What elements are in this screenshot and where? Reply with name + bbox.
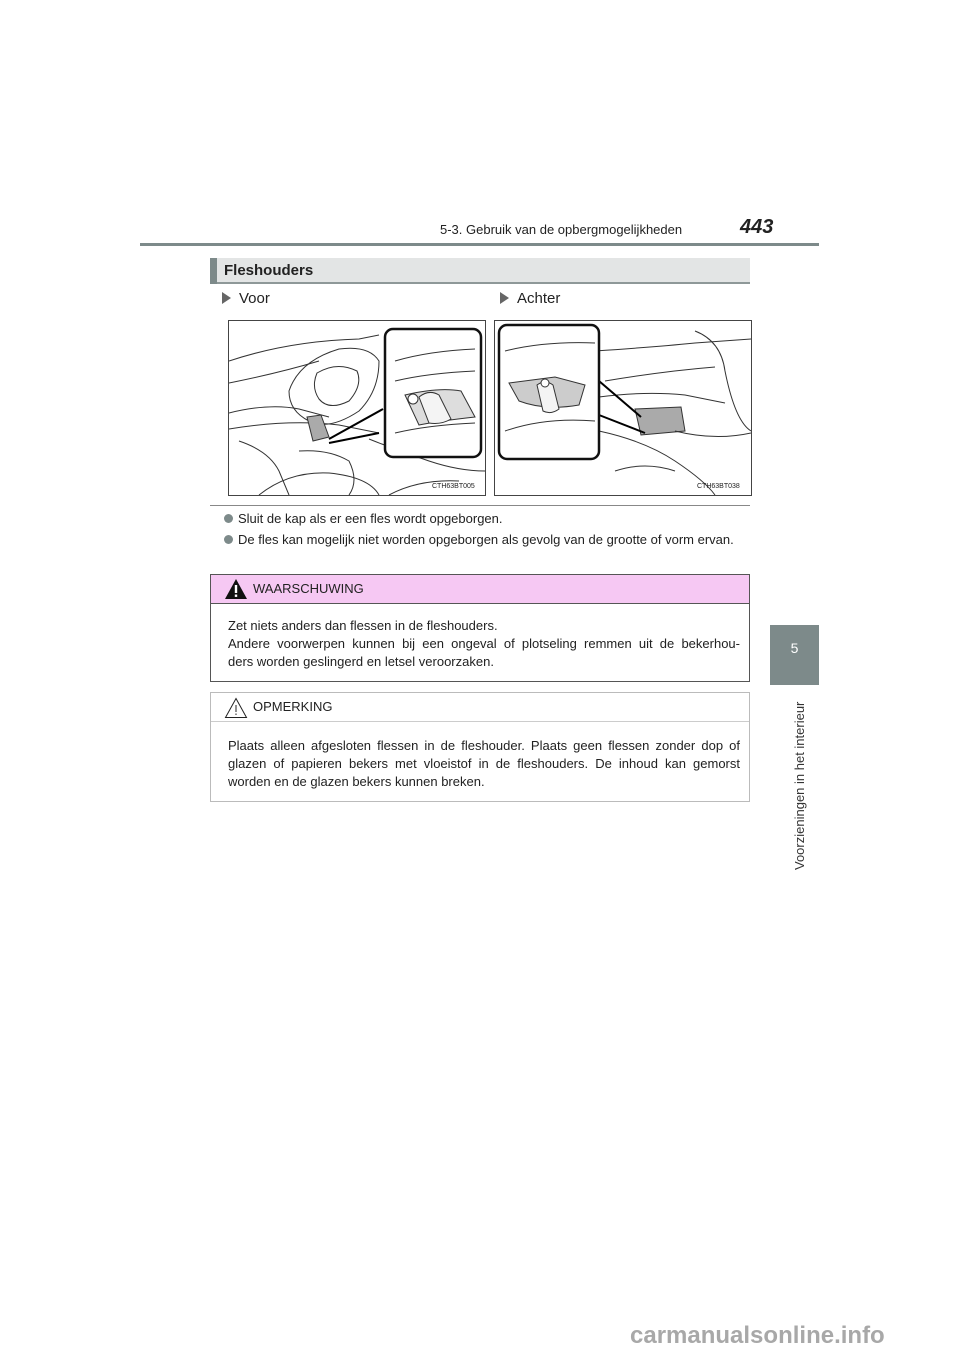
bullet-dot-icon	[224, 535, 233, 544]
rear-figure-code: CTH63BT038	[697, 483, 740, 490]
warning-line: Andere voorwerpen kunnen bij een ongeval of plotseling remmen uit de bekerhou-	[228, 636, 740, 651]
warning-text	[228, 617, 740, 671]
header-rule	[140, 243, 819, 246]
notice-title: OPMERKING	[253, 699, 333, 714]
list-item	[224, 530, 764, 549]
front-cupholder-illustration	[228, 320, 486, 496]
front-label-text: Voor	[239, 290, 270, 307]
warning-line: ders worden geslingerd en letsel veroorzaken.	[228, 654, 494, 669]
warning-icon	[224, 578, 248, 600]
list-item	[224, 509, 764, 528]
figure-divider	[210, 505, 750, 506]
chapter-number: 5	[790, 640, 799, 656]
section-title: Fleshouders	[224, 262, 314, 279]
notice-line: worden en de glazen bekers kunnen breken.	[228, 774, 485, 789]
bullet-text: De fles kan mogelijk niet worden opgeborgen als gevolg van de grootte of vorm ervan.	[238, 532, 734, 547]
warning-title: WAARSCHUWING	[253, 581, 364, 596]
front-figure-code: CTH63BT005	[432, 483, 475, 490]
warning-line: Zet niets anders dan flessen in de fleshouders.	[228, 618, 498, 633]
notice-line: glazen of papieren bekers met vloeistof in de fleshouders. De inhoud kan gemorst	[228, 756, 740, 771]
notice-header-rule	[211, 721, 749, 722]
rear-cupholder-illustration	[494, 320, 752, 496]
rear-label-text: Achter	[517, 290, 561, 307]
triangle-bullet-icon	[222, 292, 231, 304]
page-number: 443	[740, 216, 774, 238]
rear-label	[500, 290, 560, 307]
watermark: carmanualsonline.info	[630, 1322, 885, 1349]
caution-icon	[224, 697, 248, 719]
chapter-label: Voorzieningen in het interieur	[792, 701, 807, 870]
section-header: 5-3. Gebruik van de opbergmogelijkheden	[440, 222, 683, 237]
notice-line: Plaats alleen afgesloten flessen in de fleshouder. Plaats geen flessen zonder dop of	[228, 738, 740, 753]
bullet-dot-icon	[224, 514, 233, 523]
bullet-text: Sluit de kap als er een fles wordt opgeborgen.	[238, 511, 503, 526]
notice-text	[228, 737, 740, 791]
front-label	[222, 290, 270, 307]
triangle-bullet-icon	[500, 292, 509, 304]
section-title-accent	[210, 258, 217, 284]
